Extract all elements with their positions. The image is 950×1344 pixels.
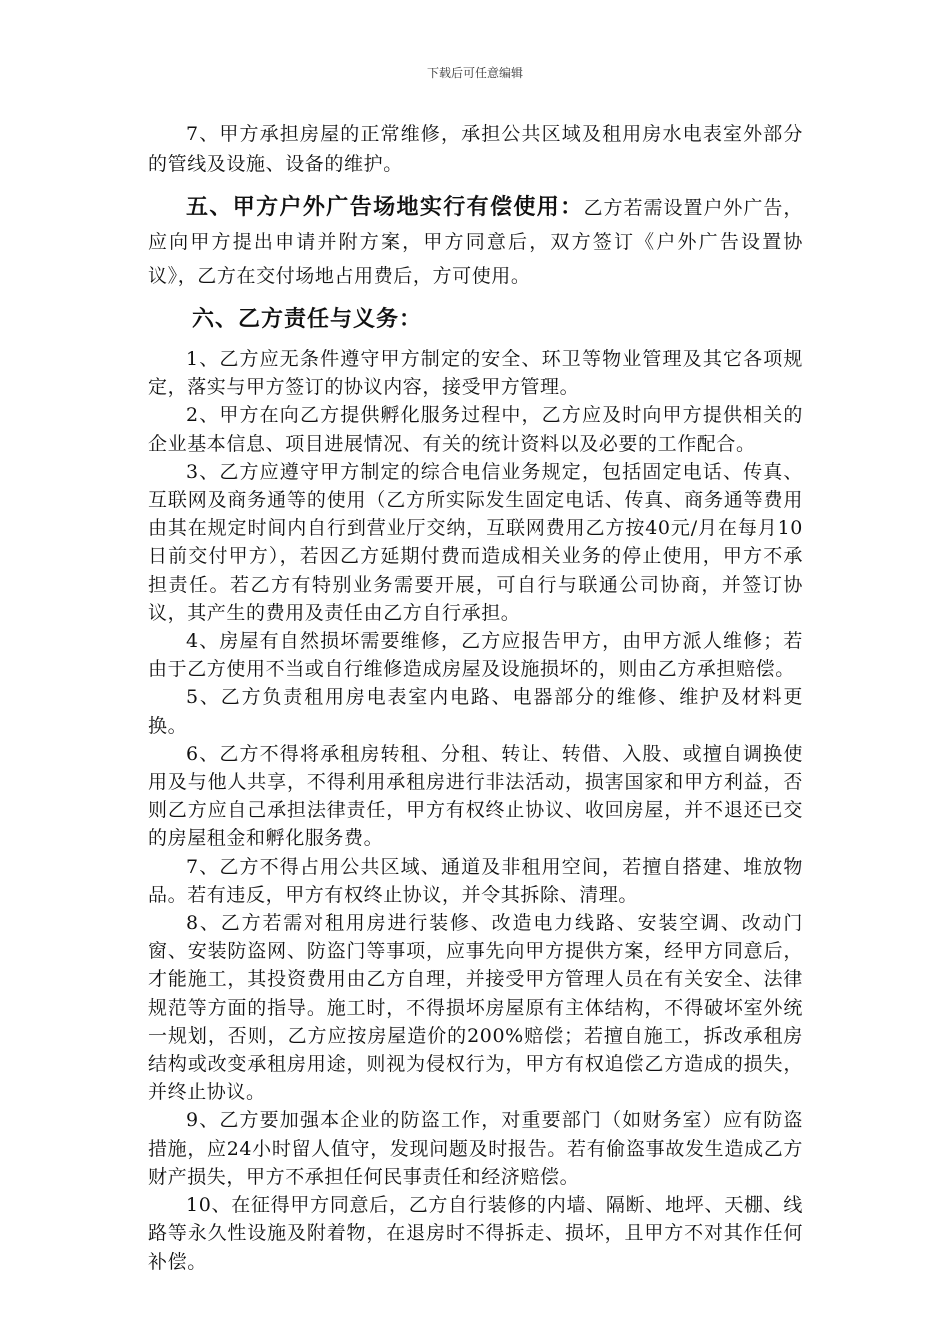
landlord-item-7: 7、甲方承担房屋的正常维修，承担公共区域及租用房水电表室外部分的管线及设施、设备的维护。: [148, 123, 803, 175]
list-item: 1、乙方应无条件遵守甲方制定的安全、环卫等物业管理及其它各项规定，落实与甲方签订的协议内容，接受甲方管理。: [148, 348, 803, 399]
list-item: 5、乙方负责租用房电表室内电路、电器部分的维修、维护及材料更换。: [148, 686, 803, 737]
section-5-heading: 五、甲方户外广告场地实行有偿使用：: [186, 195, 584, 220]
list-item: 6、乙方不得将承租房转租、分租、转让、转借、入股、或擅自调换使用及与他人共享，不得利用承租房进行非法活动，损害国家和甲方利益，否则乙方应自己承担法律责任，甲方有权终止协议、收回房屋，并不退还已交的房屋租金和孵化服务费。: [148, 742, 803, 850]
list-item: 9、乙方要加强本企业的防盗工作，对重要部门（如财务室）应有防盗措施，应24小时留人值守，发现问题及时报告。若有偷盗事故发生造成乙方财产损失，甲方不承担任何民事责任和经济赔偿。: [148, 1109, 803, 1188]
header-note: 下载后可任意编辑: [426, 66, 523, 80]
list-item: 7、乙方不得占用公共区域、通道及非租用空间，若擅自搭建、堆放物品。若有违反，甲方有权终止协议，并令其拆除、清理。: [148, 855, 803, 906]
section-6-list: [148, 345, 803, 1276]
section-6-heading: 六、乙方责任与义务：: [192, 307, 423, 332]
list-item: 10、在征得甲方同意后，乙方自行装修的内墙、隔断、地坪、天棚、线路等永久性设施及附着物，在退房时不得拆走、损坏，且甲方不对其作任何补偿。: [148, 1194, 803, 1273]
section-5-body: 乙方若需设置户外广告，应向甲方提出申请并附方案，甲方同意后，双方签订《户外广告设置协议》，乙方在交付场地占用费后，方可使用。: [148, 197, 803, 287]
list-item: 4、房屋有自然损坏需要维修，乙方应报告甲方，由甲方派人维修；若由于乙方使用不当或自行维修造成房屋及设施损坏的，则由乙方承担赔偿。: [148, 630, 803, 681]
document-body: [148, 120, 803, 1276]
list-item: 8、乙方若需对租用房进行装修、改造电力线路、安装空调、改动门窗、安装防盗网、防盗门等事项，应事先向甲方提供方案，经甲方同意后，才能施工，其投资费用由乙方自理，并接受甲方管理人员在有关安全、法律规范等方面的指导。施工时，不得损坏房屋原有主体结构，不得破坏室外统一规划，否则，乙方应按房屋造价的200%赔偿；若擅自施工，拆改承租房结构或改变承租房用途，则视为侵权行为，甲方有权追偿乙方造成的损失，并终止协议。: [148, 912, 803, 1104]
list-item: 2、甲方在向乙方提供孵化服务过程中，乙方应及时向甲方提供相关的企业基本信息、项目进展情况、有关的统计资料以及必要的工作配合。: [148, 404, 803, 455]
list-item: 3、乙方应遵守甲方制定的综合电信业务规定，包括固定电话、传真、互联网及商务通等的使用（乙方所实际发生固定电话、传真、商务通等费用由其在规定时间内自行到营业厅交纳，互联网费用乙方按40元/月在每月10日前交付甲方），若因乙方延期付费而造成相关业务的停止使用，甲方不承担责任。若乙方有特别业务需要开展，可自行与联通公司协商，并签订协议，其产生的费用及责任由乙方自行承担。: [148, 460, 803, 624]
section-5: [148, 191, 803, 293]
